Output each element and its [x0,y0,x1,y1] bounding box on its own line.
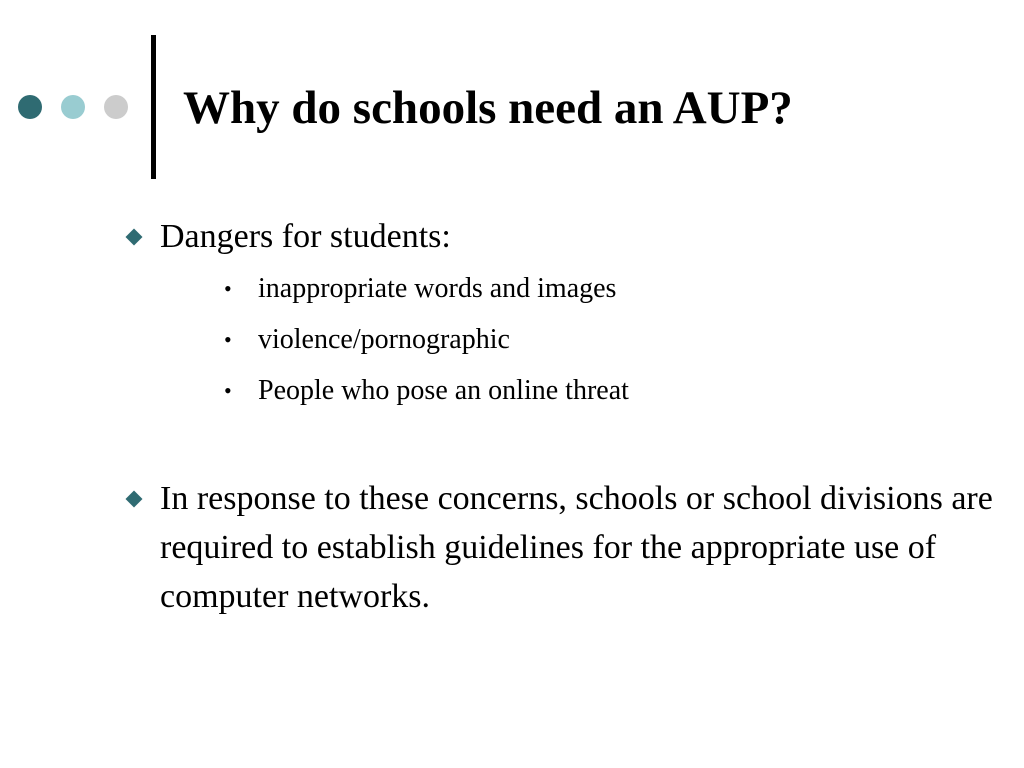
slide-title: Why do schools need an AUP? [183,82,793,134]
sub-item-online-threat: People who pose an online threat [258,375,629,406]
decorative-dot-gray [104,95,128,119]
sub-bullet-icon: • [224,327,232,352]
decorative-dot-light [61,95,85,119]
sub-bullet-icon: • [224,378,232,403]
decorative-dot-dark [18,95,42,119]
bullet-response: In response to these concerns, schools or school divisions are required to establish guidelines for the appropriate use of computer networks. [160,480,993,615]
title-divider [151,35,156,179]
bullet-dangers: Dangers for students: [160,218,451,255]
diamond-bullet-icon [126,491,143,508]
sub-bullet-icon: • [224,276,232,301]
diamond-bullet-icon [126,229,143,246]
sub-item-violence: violence/pornographic [258,324,510,355]
sub-item-inappropriate: inappropriate words and images [258,273,617,304]
